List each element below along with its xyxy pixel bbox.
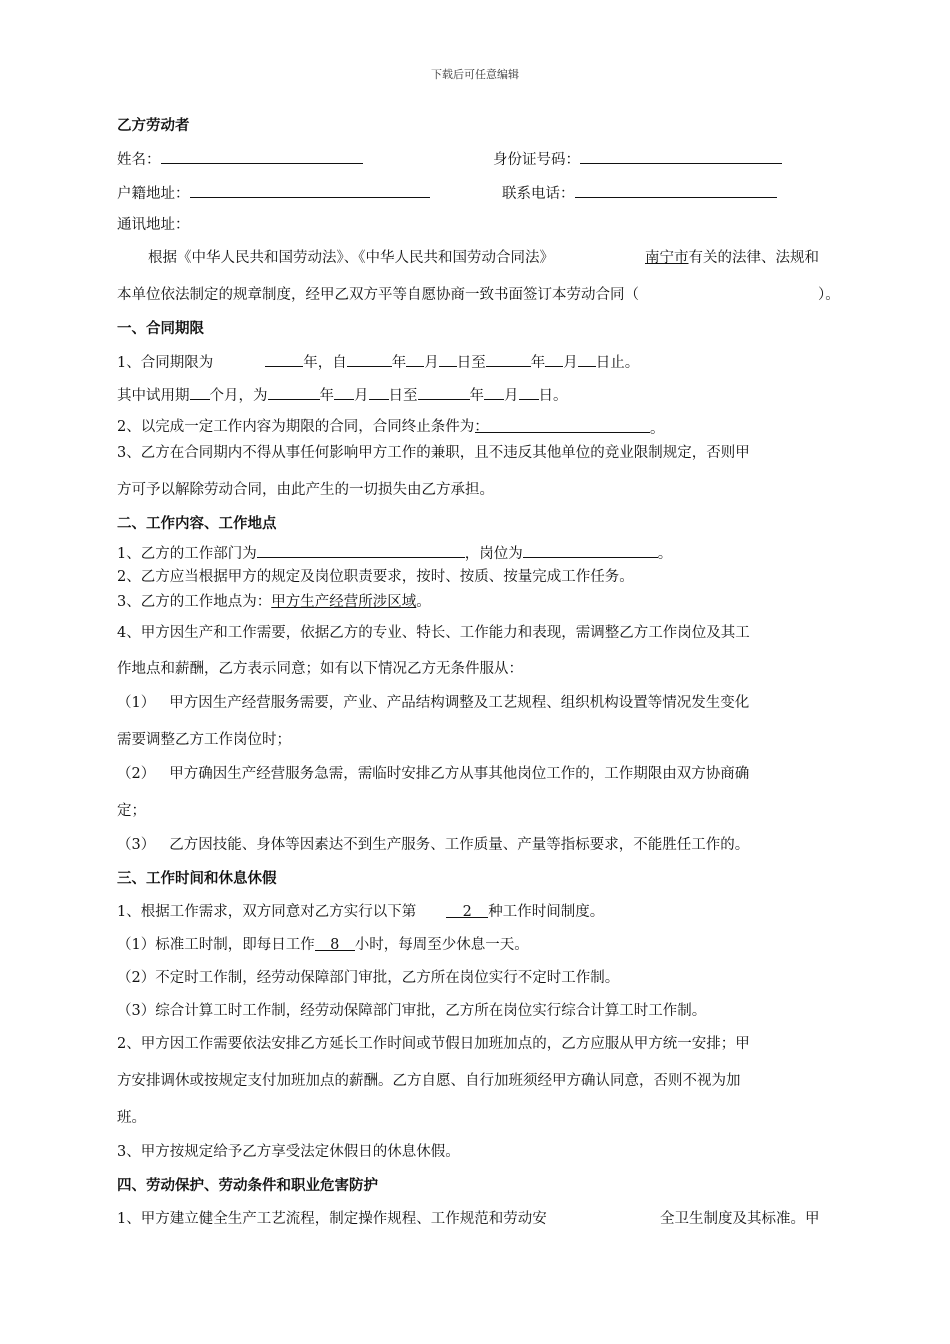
- s1-year-label: 年: [391, 355, 407, 371]
- s2-location-value: 甲方生产经营所涉区域: [271, 594, 417, 610]
- s1-month-label: 月: [424, 355, 439, 371]
- s2-line-2: 2、乙方应当根据甲方的规定及岗位职责要求，按时、按质、按量完成工作任务。: [117, 569, 634, 585]
- s2-line-1: [117, 542, 672, 564]
- s1-probation-start-month-blank: [334, 384, 354, 400]
- intro-city: 南宁市: [645, 250, 689, 266]
- s1-no-sidejob-text: 3、乙方在合同期内不得从事任何影响甲方工作的兼职，: [117, 445, 475, 461]
- s3-hours-value: 8: [330, 937, 340, 953]
- intro-line-2-end: ）。: [818, 287, 840, 303]
- s1-line-1: [117, 351, 639, 373]
- s1-probation-month-label: 月: [354, 388, 369, 404]
- s2-item-3: [117, 835, 749, 855]
- s3-line-1: [117, 902, 604, 922]
- s3-line-4: 班。: [117, 1110, 146, 1126]
- intro-text-a: 根据《中华人民共和国劳动法》、: [148, 250, 359, 266]
- id-blank: [580, 148, 782, 164]
- s3-line-2: 2、甲方因工作需要依法安排乙方延长工作时间或节假日加班加点的，乙方应服从甲方统一安排；甲: [117, 1036, 750, 1052]
- s1-probation-to-label: 日至: [388, 388, 418, 404]
- s1-probation-months-blank: [190, 384, 210, 400]
- s1-term-label: 1、合同期限为: [117, 355, 214, 371]
- intro-text-d: 有关的法律、法规和: [688, 250, 819, 266]
- s3-option-2: （2）不定时工作制，经劳动保障部门审批，乙方所在岗位实行不定时工作制。: [117, 970, 620, 986]
- s2-department-label: 1、乙方的工作部门为: [117, 546, 257, 562]
- id-row: [493, 148, 782, 170]
- s2-line-1-end: 。: [657, 546, 673, 562]
- header-note: 下载后可任意编辑: [431, 68, 519, 81]
- s1-termination-label: 合同终止条件为：: [372, 419, 489, 435]
- s2-line-3: [117, 592, 431, 612]
- s3-schedule-choice-value: 2: [462, 904, 472, 920]
- id-label: 身份证号码：: [493, 152, 580, 168]
- s3-schedule-choice: [446, 902, 488, 918]
- s1-end-label: 日止。: [595, 355, 640, 371]
- s2-item-1: [117, 693, 749, 713]
- phone-label: 联系电话：: [502, 186, 575, 202]
- s1-end-year-label: 年: [530, 355, 546, 371]
- s2-position-blank: [523, 542, 658, 558]
- s1-probation-end-year-blank: [418, 384, 470, 400]
- s1-line-3: [117, 417, 489, 437]
- name-blank: [161, 148, 363, 164]
- s2-item-3-text: 乙方因技能、身体等因素达不到生产服务、工作质量、产量等指标要求，不能胜任工作的。: [169, 837, 750, 853]
- s1-probation-end-month-blank: [484, 384, 504, 400]
- section-3-title: 三、工作时间和休息休假: [117, 871, 277, 887]
- s3-line-3: 方安排调休或按规定支付加班加点的薪酬。乙方自愿、自行加班须经甲方确认同意，否则不视为加: [117, 1073, 741, 1089]
- s2-item-3-number: （3）: [117, 837, 156, 853]
- phone-row: [502, 182, 777, 204]
- s4-line-1: [117, 1209, 547, 1229]
- intro-text-l2a: 本单位依法制定的规章制度，经甲乙双方平等自愿协商一致书面签订本劳动合同: [117, 287, 625, 303]
- s1-probation-end-month-label: 月: [504, 388, 519, 404]
- s1-end-year-blank: [486, 351, 531, 367]
- s2-item-2-text: 甲方确因生产经营服务急需，需临时安排乙方从事其他岗位工作的，工作期限由双方协商确: [169, 766, 750, 782]
- phone-blank: [575, 182, 777, 198]
- s1-probation-end-day-blank: [519, 384, 539, 400]
- section-1-title: 一、合同期限: [117, 321, 204, 337]
- s1-probation-start-day-blank: [369, 384, 389, 400]
- s1-task-contract-text: 2、以完成一定工作内容为期限的合同，: [117, 419, 373, 435]
- s1-end-month-label: 月: [563, 355, 578, 371]
- s4-line-1-end: 全卫生制度及其标准。甲: [660, 1211, 820, 1227]
- s3-line-5: 3、甲方按规定给予乙方享受法定休假日的休息休假。: [117, 1144, 460, 1160]
- household-row: [117, 182, 430, 204]
- s3-option-1: [117, 935, 529, 955]
- s1-start-year-blank: [347, 351, 392, 367]
- intro-line-2: [117, 285, 639, 305]
- s1-line-2: [117, 384, 568, 406]
- s1-line-5: 方可予以解除劳动合同，由此产生的一切损失由乙方承担。: [117, 482, 494, 498]
- s2-location-label: 3、乙方的工作地点为：: [117, 594, 272, 610]
- household-blank: [190, 182, 430, 198]
- s2-line-4: 4、甲方因生产和工作需要，依据乙方的专业、特长、工作能力和表现，需调整乙方工作岗位及其工: [117, 625, 750, 641]
- s1-years-blank: [265, 351, 303, 367]
- s2-item-1-number: （1）: [117, 695, 156, 711]
- s3-option-1-end: 小时，每周至少休息一天。: [354, 937, 529, 953]
- s1-probation-year-label: 年: [319, 388, 334, 404]
- s1-start-day-blank: [439, 351, 457, 367]
- s1-end-day-blank: [578, 351, 596, 367]
- s2-item-2-number: （2）: [117, 766, 156, 782]
- s1-probation-label: 其中试用期: [117, 388, 190, 404]
- s1-probation-end-label: 日。: [538, 388, 568, 404]
- intro-text-l2b: （: [624, 287, 639, 303]
- s1-start-month-blank: [406, 351, 424, 367]
- s2-item-1-text: 甲方因生产经营服务需要，产业、产品结构调整及工艺规程、组织机构设置等情况发生变化: [169, 695, 750, 711]
- household-label: 户籍地址：: [117, 186, 190, 202]
- intro-line-1-end: [645, 248, 819, 268]
- s2-line-5: 作地点和薪酬，乙方表示同意；如有以下情况乙方无条件服从：: [117, 661, 523, 677]
- s3-hours-blank: [315, 935, 355, 951]
- section-2-title: 二、工作内容、工作地点: [117, 516, 277, 532]
- s1-termination-blank-wrap: [475, 417, 665, 439]
- s2-department-blank: [257, 542, 465, 558]
- s1-probation-for-label: 个月，为: [209, 388, 268, 404]
- s1-line-4: [117, 443, 750, 463]
- s3-option-1-text: （1）标准工时制，即每日工作: [117, 937, 315, 953]
- s2-item-1-cont: 需要调整乙方工作岗位时；: [117, 732, 291, 748]
- name-row: [117, 148, 363, 170]
- s3-option-3: （3）综合计算工时工作制，经劳动保障部门审批，乙方所在岗位实行综合计算工时工作制。: [117, 1003, 707, 1019]
- s3-schedule-end: 种工作时间制度。: [488, 904, 605, 920]
- s4-line-1-text: 1、甲方建立健全生产工艺流程，制定操作规程、工作规范和劳动安: [117, 1211, 547, 1227]
- s2-position-label: ，岗位为: [464, 546, 523, 562]
- party-b-title: 乙方劳动者: [117, 118, 190, 134]
- name-label: 姓名：: [117, 152, 161, 168]
- section-4-title: 四、劳动保护、劳动条件和职业危害防护: [117, 1178, 378, 1194]
- s1-probation-end-year-label: 年: [469, 388, 484, 404]
- s1-to-label: 日至: [456, 355, 486, 371]
- intro-text-b: 《中华人民共和国劳动合同法》: [358, 250, 554, 266]
- s1-end-month-blank: [545, 351, 563, 367]
- s2-item-2: [117, 764, 749, 784]
- s1-noncompete-text: 且不违反其他单位的竞业限制规定，否则甲: [474, 445, 750, 461]
- s1-from-label: 年，自: [303, 355, 347, 371]
- s1-probation-start-year-blank: [268, 384, 320, 400]
- mail-label: 通讯地址：: [117, 217, 190, 233]
- intro-line-1: [148, 248, 554, 268]
- s1-termination-blank: [475, 417, 650, 433]
- s2-item-2-cont: 定；: [117, 803, 146, 819]
- s3-schedule-label: 1、根据工作需求，双方同意对乙方实行以下第: [117, 904, 417, 920]
- s2-location-end: 。: [416, 594, 431, 610]
- s1-termination-end: 。: [650, 421, 665, 437]
